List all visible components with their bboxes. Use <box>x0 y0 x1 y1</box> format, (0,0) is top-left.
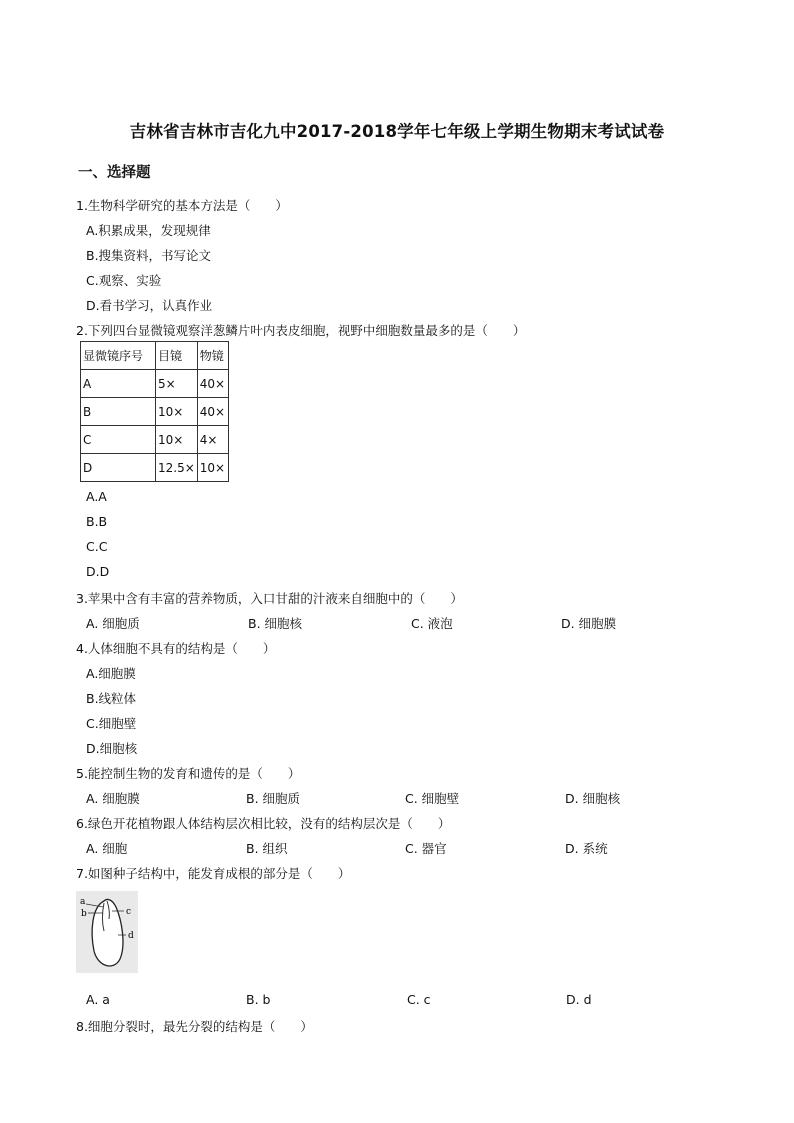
seed-diagram <box>76 891 138 973</box>
table-row <box>81 398 229 426</box>
question-4-stem: 4.人体细胞不具有的结构是（ ） <box>76 641 276 656</box>
question-2-option-b[interactable]: B.B <box>86 514 108 529</box>
table-cell: 10× <box>156 426 198 454</box>
table-cell: C <box>81 426 156 454</box>
question-6-stem: 6.绿色开花植物跟人体结构层次相比较，没有的结构层次是（ ） <box>76 816 451 831</box>
question-4-option-b[interactable]: B.线粒体 <box>86 691 137 706</box>
question-2-option-a[interactable]: A.A <box>86 489 107 504</box>
section-heading: 一、选择题 <box>78 165 151 181</box>
question-4-option-a[interactable]: A.细胞膜 <box>86 666 136 681</box>
table-header-cell: 物镜 <box>197 342 228 370</box>
question-5-stem: 5.能控制生物的发育和遗传的是（ ） <box>76 766 301 781</box>
question-1-option-d[interactable]: D.看书学习，认真作业 <box>86 298 213 313</box>
question-5-option-d[interactable]: D. 细胞核 <box>565 791 621 806</box>
question-7-option-c[interactable]: C. c <box>407 992 431 1007</box>
table-row <box>81 370 229 398</box>
figure-label-b: b <box>81 909 87 919</box>
table-cell: 10× <box>197 454 228 482</box>
question-4-option-d[interactable]: D.细胞核 <box>86 741 138 756</box>
question-7-option-a[interactable]: A. a <box>86 992 110 1007</box>
table-row <box>81 454 229 482</box>
table-cell: 12.5× <box>156 454 198 482</box>
question-5-option-b[interactable]: B. 细胞质 <box>246 791 301 806</box>
question-6-option-a[interactable]: A. 细胞 <box>86 841 128 856</box>
table-header-cell: 目镜 <box>156 342 198 370</box>
table-cell: A <box>81 370 156 398</box>
table-cell: 4× <box>197 426 228 454</box>
question-1-option-c[interactable]: C.观察、实验 <box>86 273 162 288</box>
question-4-option-c[interactable]: C.细胞壁 <box>86 716 137 731</box>
seed-structure-figure <box>76 891 138 973</box>
question-1-option-b[interactable]: B.搜集资料，书写论文 <box>86 248 212 263</box>
table-row <box>81 426 229 454</box>
question-6-option-b[interactable]: B. 组织 <box>246 841 288 856</box>
question-3-stem: 3.苹果中含有丰富的营养物质，入口甘甜的汁液来自细胞中的（ ） <box>76 591 463 606</box>
question-5-option-c[interactable]: C. 细胞壁 <box>405 791 460 806</box>
question-1-option-a[interactable]: A.积累成果，发现规律 <box>86 223 211 238</box>
question-3-option-a[interactable]: A. 细胞质 <box>86 616 140 631</box>
question-6-option-c[interactable]: C. 器官 <box>405 841 447 856</box>
table-cell: 10× <box>156 398 198 426</box>
table-cell: 40× <box>197 370 228 398</box>
question-8-stem: 8.细胞分裂时，最先分裂的结构是（ ） <box>76 1019 313 1034</box>
figure-label-a: a <box>80 897 86 907</box>
question-2-stem: 2.下列四台显微镜观察洋葱鳞片叶内表皮细胞，视野中细胞数量最多的是（ ） <box>76 323 526 338</box>
seed-outline <box>92 899 123 966</box>
question-3-option-d[interactable]: D. 细胞膜 <box>561 616 617 631</box>
question-7-option-b[interactable]: B. b <box>246 992 271 1007</box>
figure-label-c: c <box>126 907 132 917</box>
question-7-option-d[interactable]: D. d <box>566 992 592 1007</box>
question-2-option-c[interactable]: C.C <box>86 539 108 554</box>
question-5-option-a[interactable]: A. 细胞膜 <box>86 791 140 806</box>
question-2-option-d[interactable]: D.D <box>86 564 110 579</box>
table-header-cell: 显微镜序号 <box>81 342 156 370</box>
table-cell: 40× <box>197 398 228 426</box>
table-header-row <box>81 342 229 370</box>
question-3-option-b[interactable]: B. 细胞核 <box>248 616 303 631</box>
figure-label-d: d <box>128 931 134 941</box>
microscope-table <box>80 341 229 482</box>
table-cell: D <box>81 454 156 482</box>
question-6-option-d[interactable]: D. 系统 <box>565 841 608 856</box>
question-1-stem: 1.生物科学研究的基本方法是（ ） <box>76 198 288 213</box>
table-cell: 5× <box>156 370 198 398</box>
table-cell: B <box>81 398 156 426</box>
question-3-option-c[interactable]: C. 液泡 <box>411 616 453 631</box>
exam-title: 吉林省吉林市吉化九中2017-2018学年七年级上学期生物期末考试试卷 <box>129 122 665 141</box>
question-7-stem: 7.如图种子结构中，能发育成根的部分是（ ） <box>76 866 351 881</box>
